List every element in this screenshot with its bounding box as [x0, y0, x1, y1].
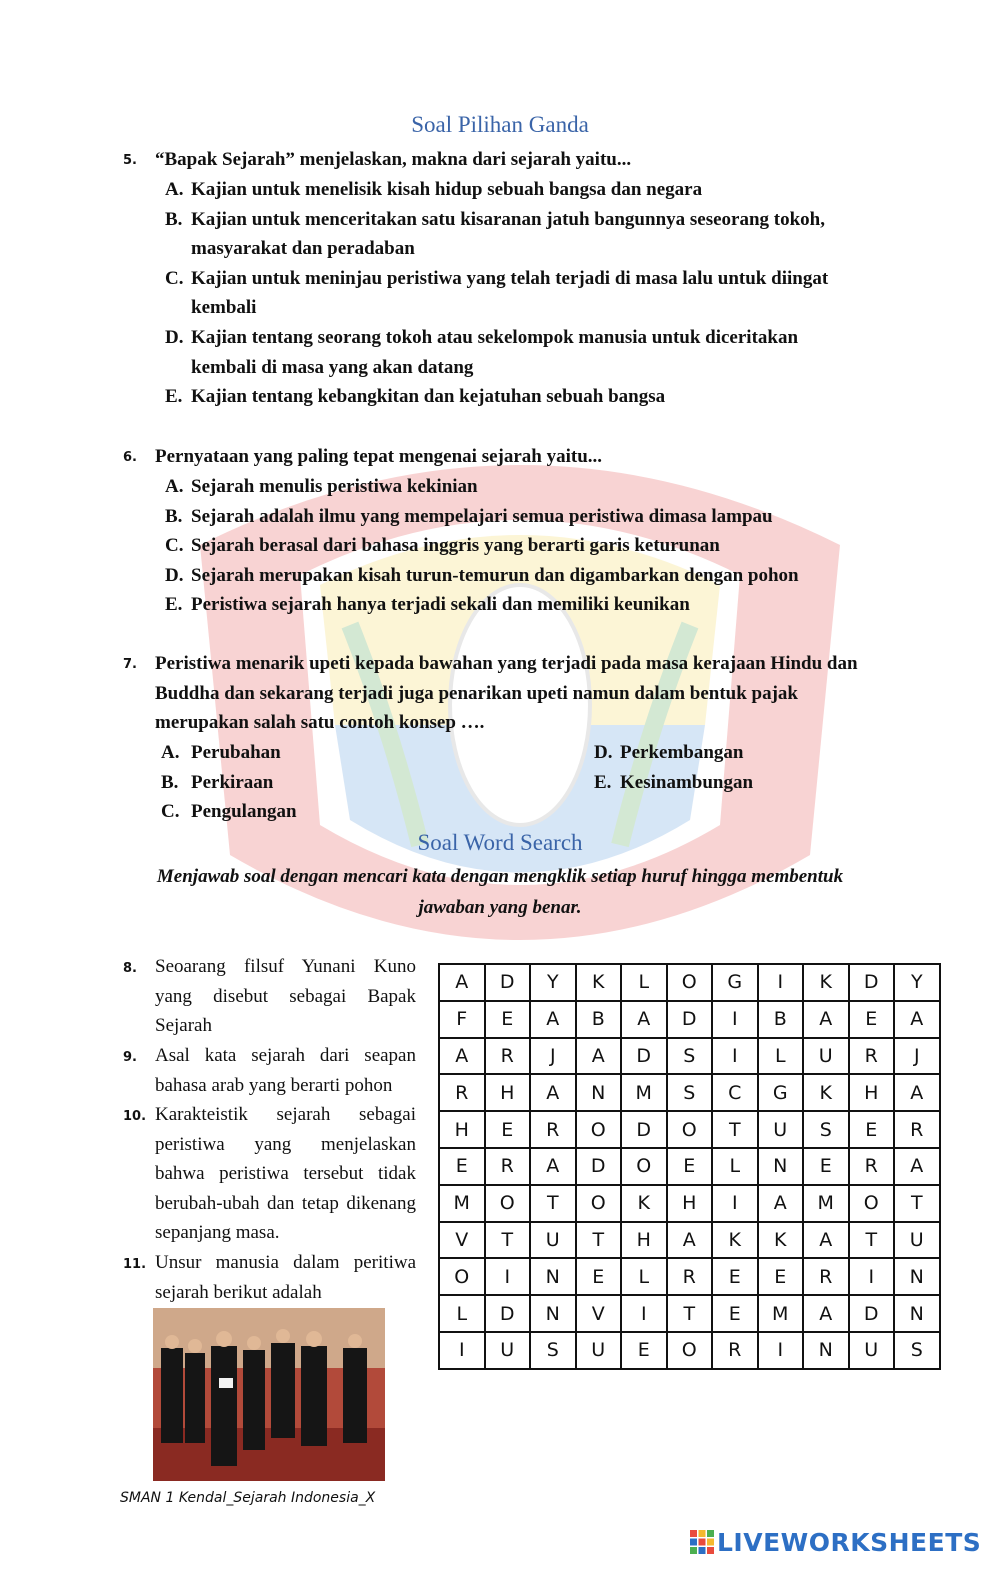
option-a[interactable]: A. Kajian untuk menelisik kisah hidup sebuah bangsa dan negara — [165, 179, 703, 200]
grid-letter-cell[interactable]: K — [758, 1222, 804, 1259]
grid-letter-cell[interactable]: D — [667, 1001, 713, 1038]
grid-letter-cell[interactable]: T — [667, 1295, 713, 1332]
grid-letter-cell[interactable]: A — [894, 1001, 940, 1038]
question-7-options-right — [594, 738, 894, 797]
grid-letter-cell[interactable]: T — [576, 1222, 622, 1259]
question-text: “Bapak Sejarah” menjelaskan, makna dari sejarah yaitu... — [155, 149, 632, 170]
grid-letter-cell[interactable]: R — [485, 1038, 531, 1075]
grid-letter-cell[interactable]: L — [439, 1295, 485, 1332]
grid-letter-cell[interactable]: U — [849, 1332, 895, 1369]
grid-letter-cell[interactable]: R — [485, 1148, 531, 1185]
person-figure — [211, 1346, 237, 1466]
question-10: 10. Karakteistik sejarah sebagai peristiwa yang menjelaskan bahwa peristiwa tersebut tidak berubah-ubah dan tetap dikenang sepanjang masa. — [123, 1104, 416, 1244]
grid-letter-cell[interactable]: R — [667, 1258, 713, 1295]
grid-letter-cell[interactable]: N — [894, 1295, 940, 1332]
grid-letter-cell[interactable]: U — [894, 1222, 940, 1259]
grid-letter-cell[interactable]: Y — [894, 964, 940, 1001]
grid-row — [439, 1258, 940, 1295]
word-search-title: Soal Word Search — [417, 830, 583, 855]
person-head — [276, 1329, 290, 1343]
person-head — [348, 1334, 362, 1348]
grid-letter-cell[interactable]: L — [621, 964, 667, 1001]
grid-letter-cell[interactable]: S — [530, 1332, 576, 1369]
grid-letter-cell[interactable]: E — [712, 1295, 758, 1332]
grid-letter-cell[interactable]: I — [712, 1001, 758, 1038]
option-e[interactable]: E. Kajian tentang kebangkitan dan kejatuhan sebuah bangsa — [165, 386, 666, 408]
grid-letter-cell[interactable]: D — [621, 1111, 667, 1148]
grid-letter-cell[interactable]: G — [758, 1074, 804, 1111]
grid-letter-cell[interactable]: I — [758, 964, 804, 1001]
grid-letter-cell[interactable]: G — [712, 964, 758, 1001]
grid-letter-cell[interactable]: O — [849, 1185, 895, 1222]
grid-letter-cell[interactable]: K — [803, 1074, 849, 1111]
grid-letter-cell[interactable]: A — [894, 1074, 940, 1111]
grid-letter-cell[interactable]: H — [667, 1185, 713, 1222]
grid-letter-cell[interactable]: R — [849, 1148, 895, 1185]
grid-letter-cell[interactable]: T — [849, 1222, 895, 1259]
grid-letter-cell[interactable]: I — [712, 1038, 758, 1075]
grid-letter-cell[interactable]: C — [712, 1074, 758, 1111]
grid-letter-cell[interactable]: R — [894, 1111, 940, 1148]
grid-letter-cell[interactable]: H — [849, 1074, 895, 1111]
grid-letter-cell[interactable]: R — [849, 1038, 895, 1075]
grid-letter-cell[interactable]: D — [576, 1148, 622, 1185]
option-a[interactable]: A. Sejarah menulis peristiwa kekinian — [165, 476, 478, 497]
grid-letter-cell[interactable]: L — [758, 1038, 804, 1075]
question-number: 6. — [123, 450, 137, 465]
grid-letter-cell[interactable]: A — [530, 1148, 576, 1185]
grid-letter-cell[interactable]: U — [803, 1038, 849, 1075]
grid-letter-cell[interactable]: L — [621, 1258, 667, 1295]
option-d[interactable]: D. Perkembangan — [594, 742, 744, 763]
grid-letter-cell[interactable]: A — [667, 1222, 713, 1259]
grid-row — [439, 1074, 940, 1111]
person-head — [165, 1335, 179, 1349]
grid-letter-cell[interactable]: D — [485, 1295, 531, 1332]
grid-letter-cell[interactable]: U — [530, 1222, 576, 1259]
grid-letter-cell[interactable]: H — [485, 1074, 531, 1111]
grid-letter-cell[interactable]: E — [439, 1148, 485, 1185]
grid-letter-cell[interactable]: K — [576, 964, 622, 1001]
grid-letter-cell[interactable]: O — [667, 1332, 713, 1369]
person-figure — [271, 1343, 295, 1438]
grid-row — [439, 964, 940, 1001]
grid-letter-cell[interactable]: H — [439, 1111, 485, 1148]
grid-letter-cell[interactable]: K — [803, 964, 849, 1001]
grid-letter-cell[interactable]: O — [576, 1185, 622, 1222]
question-5 — [123, 145, 875, 175]
question-text: Karakteistik sejarah sebagai peristiwa yang menjelaskan bahwa peristiwa tersebut tidak berubah-ubah dan tetap dikenang sepanjang masa. — [155, 1104, 416, 1244]
grid-letter-cell[interactable]: T — [894, 1185, 940, 1222]
grid-letter-cell[interactable]: E — [849, 1111, 895, 1148]
grid-letter-cell[interactable]: M — [439, 1185, 485, 1222]
instruction-line-1: Menjawab soal dengan mencari kata dengan mengklik setiap huruf hingga membentuk — [156, 866, 844, 887]
question-5-options — [165, 175, 865, 412]
grid-letter-cell[interactable]: R — [712, 1332, 758, 1369]
grid-letter-cell[interactable]: A — [758, 1185, 804, 1222]
grid-letter-cell[interactable]: D — [485, 964, 531, 1001]
grid-letter-cell[interactable]: L — [712, 1148, 758, 1185]
grid-row — [439, 1038, 940, 1075]
grid-letter-cell[interactable]: D — [621, 1038, 667, 1075]
question-6 — [123, 442, 875, 472]
grid-letter-cell[interactable]: R — [439, 1074, 485, 1111]
grid-row — [439, 1001, 940, 1038]
grid-letter-cell[interactable]: U — [485, 1332, 531, 1369]
question-text: Pernyataan yang paling tepat mengenai sejarah yaitu... — [155, 446, 603, 467]
grid-letter-cell[interactable]: O — [485, 1185, 531, 1222]
person-head — [306, 1331, 322, 1347]
option-c[interactable]: C. Sejarah berasal dari bahasa inggris yang berarti garis keturunan — [165, 535, 720, 557]
grid-letter-cell[interactable]: T — [712, 1111, 758, 1148]
grid-letter-cell[interactable]: N — [803, 1332, 849, 1369]
grid-letter-cell[interactable]: N — [894, 1258, 940, 1295]
grid-letter-cell[interactable]: J — [894, 1038, 940, 1075]
grid-letter-cell[interactable]: E — [621, 1332, 667, 1369]
grid-letter-cell[interactable]: E — [712, 1258, 758, 1295]
grid-letter-cell[interactable]: S — [894, 1332, 940, 1369]
grid-letter-cell[interactable]: E — [803, 1148, 849, 1185]
grid-letter-cell[interactable]: J — [530, 1038, 576, 1075]
grid-row — [439, 1332, 940, 1369]
grid-letter-cell[interactable]: O — [576, 1111, 622, 1148]
grid-letter-cell[interactable]: E — [758, 1258, 804, 1295]
person-figure — [161, 1348, 183, 1443]
option-e[interactable]: E. Kesinambungan — [594, 771, 754, 793]
option-b[interactable]: B. Sejarah adalah ilmu yang mempelajari semua peristiwa dimasa lampau — [165, 505, 773, 527]
option-c[interactable]: C. Kajian untuk meninjau peristiwa yang telah terjadi di masa lalu untuk diingat kembali — [165, 267, 829, 319]
grid-letter-cell[interactable]: E — [667, 1148, 713, 1185]
option-b[interactable]: B. Perkiraan — [161, 771, 274, 793]
grid-letter-cell[interactable]: U — [758, 1111, 804, 1148]
grid-letter-cell[interactable]: M — [803, 1185, 849, 1222]
grid-letter-cell[interactable]: I — [439, 1332, 485, 1369]
grid-row — [439, 1148, 940, 1185]
grid-letter-cell[interactable]: A — [439, 964, 485, 1001]
grid-letter-cell[interactable]: T — [530, 1185, 576, 1222]
question-7 — [123, 649, 875, 738]
grid-letter-cell[interactable]: I — [849, 1258, 895, 1295]
grid-letter-cell[interactable]: E — [576, 1258, 622, 1295]
grid-letter-cell[interactable]: N — [576, 1074, 622, 1111]
question-text: Asal kata sejarah dari seapan bahasa arab yang berarti pohon — [155, 1045, 416, 1096]
grid-letter-cell[interactable]: N — [758, 1148, 804, 1185]
person-figure — [185, 1353, 205, 1443]
grid-letter-cell[interactable]: S — [803, 1111, 849, 1148]
grid-row — [439, 1185, 940, 1222]
person-head — [247, 1336, 261, 1350]
question-11: 11. Unsur manusia dalam peritiwa sejarah berikut adalah — [123, 1252, 416, 1303]
option-e[interactable]: E. Peristiwa sejarah hanya terjadi sekali dan memiliki keunikan — [165, 594, 690, 616]
question-number: 5. — [123, 153, 137, 168]
grid-letter-cell[interactable]: A — [530, 1001, 576, 1038]
grid-letter-cell[interactable]: D — [849, 964, 895, 1001]
person-head — [188, 1339, 202, 1353]
question-number: 7. — [123, 657, 137, 672]
grid-letter-cell[interactable]: O — [667, 1111, 713, 1148]
option-d[interactable]: D. Kajian tentang seorang tokoh atau sekelompok manusia untuk diceritakan kembali di masa yang akan datang — [165, 326, 799, 378]
person-figure — [243, 1350, 265, 1450]
grid-letter-cell[interactable]: Y — [530, 964, 576, 1001]
footer-text: SMAN 1 Kendal_Sejarah Indonesia_X — [120, 1490, 376, 1506]
grid-letter-cell[interactable]: S — [667, 1074, 713, 1111]
question-6-options — [165, 472, 865, 620]
grid-letter-cell[interactable]: A — [576, 1038, 622, 1075]
speech-paper — [219, 1378, 233, 1388]
person-figure — [301, 1346, 327, 1446]
person-figure — [343, 1348, 367, 1443]
grid-letter-cell[interactable]: S — [667, 1038, 713, 1075]
instruction-line-2: jawaban yang benar. — [418, 897, 582, 918]
grid-letter-cell[interactable]: E — [485, 1111, 531, 1148]
option-d[interactable]: D. Sejarah merupakan kisah turun-temurun dan digambarkan dengan pohon — [165, 564, 799, 586]
liveworksheets-logo[interactable] — [690, 1527, 981, 1557]
grid-letter-cell[interactable]: O — [621, 1148, 667, 1185]
historical-event-photo — [153, 1308, 385, 1481]
grid-letter-cell[interactable]: A — [621, 1001, 667, 1038]
grid-letter-cell[interactable]: H — [621, 1222, 667, 1259]
option-a[interactable]: A. Perubahan — [161, 742, 281, 763]
grid-letter-cell[interactable]: V — [576, 1295, 622, 1332]
grid-letter-cell[interactable]: U — [576, 1332, 622, 1369]
liveworksheets-brand-text: LIVEWORKSHEETS — [717, 1527, 982, 1557]
grid-letter-cell[interactable]: R — [803, 1258, 849, 1295]
grid-letter-cell[interactable]: K — [621, 1185, 667, 1222]
option-b[interactable]: B. Kajian untuk menceritakan satu kisaranan jatuh bangunnya seseorang tokoh, masyarakat dan peradaban — [165, 208, 825, 260]
person-head — [216, 1331, 232, 1347]
grid-letter-cell[interactable]: O — [667, 964, 713, 1001]
grid-letter-cell[interactable]: F — [439, 1001, 485, 1038]
question-8: 8. Seoarang filsuf Yunani Kuno yang disebut sebagai Bapak Sejarah — [123, 956, 416, 1037]
grid-letter-cell[interactable]: A — [530, 1074, 576, 1111]
grid-letter-cell[interactable]: A — [439, 1038, 485, 1075]
grid-letter-cell[interactable]: A — [803, 1295, 849, 1332]
grid-letter-cell[interactable]: A — [894, 1148, 940, 1185]
word-search-grid — [438, 963, 941, 1370]
grid-row — [439, 1222, 940, 1259]
grid-letter-cell[interactable]: M — [758, 1295, 804, 1332]
multiple-choice-title: Soal Pilihan Ganda — [411, 112, 589, 137]
grid-letter-cell[interactable]: B — [758, 1001, 804, 1038]
grid-letter-cell[interactable]: R — [530, 1111, 576, 1148]
question-text: Unsur manusia dalam peritiwa sejarah berikut adalah — [155, 1252, 416, 1303]
grid-letter-cell[interactable]: M — [621, 1074, 667, 1111]
grid-letter-cell[interactable]: A — [803, 1001, 849, 1038]
grid-letter-cell[interactable]: N — [530, 1295, 576, 1332]
question-text: Seoarang filsuf Yunani Kuno yang disebut sebagai Bapak Sejarah — [155, 956, 416, 1037]
question-9: 9. Asal kata sejarah dari seapan bahasa arab yang berarti pohon — [123, 1045, 416, 1096]
grid-letter-cell[interactable]: T — [485, 1222, 531, 1259]
grid-letter-cell[interactable]: V — [439, 1222, 485, 1259]
grid-letter-cell[interactable]: E — [849, 1001, 895, 1038]
grid-letter-cell[interactable]: I — [621, 1295, 667, 1332]
grid-letter-cell[interactable]: I — [712, 1185, 758, 1222]
grid-row — [439, 1111, 940, 1148]
grid-letter-cell[interactable]: I — [485, 1258, 531, 1295]
grid-letter-cell[interactable]: A — [803, 1222, 849, 1259]
question-7-options-left — [161, 738, 561, 827]
grid-letter-cell[interactable]: O — [439, 1258, 485, 1295]
grid-letter-cell[interactable]: I — [758, 1332, 804, 1369]
grid-letter-cell[interactable]: D — [849, 1295, 895, 1332]
grid-letter-cell[interactable]: B — [576, 1001, 622, 1038]
option-c[interactable]: C. Pengulangan — [161, 801, 297, 823]
liveworksheets-logo-icon — [690, 1530, 714, 1554]
grid-letter-cell[interactable]: K — [712, 1222, 758, 1259]
grid-letter-cell[interactable]: E — [485, 1001, 531, 1038]
grid-letter-cell[interactable]: N — [530, 1258, 576, 1295]
grid-row — [439, 1295, 940, 1332]
question-text: Peristiwa menarik upeti kepada bawahan yang terjadi pada masa kerajaan Hindu dan Buddha dan sekarang terjadi juga penarikan upeti namun dalam bentuk pajak merupakan salah satu contoh konsep …. — [155, 653, 858, 734]
